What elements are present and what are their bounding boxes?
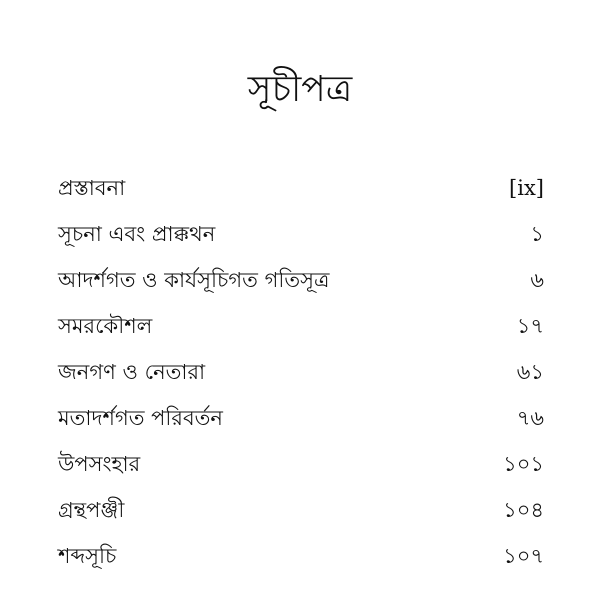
toc-entry-ideological-change	[58, 395, 544, 441]
toc-entry-preface	[58, 165, 544, 211]
toc-entry-page: ১৭	[516, 314, 544, 338]
toc-entry-conclusion	[58, 441, 544, 487]
toc-entry-title: প্রস্তাবনা	[58, 176, 126, 200]
toc-entry-page: ৬১	[516, 360, 544, 384]
page-title: সূচীপত্র	[247, 69, 353, 110]
toc-entry-title: মতাদর্শগত পরিবর্তন	[58, 406, 223, 430]
toc-entry-title: সূচনা এবং প্রাক্কথন	[58, 222, 216, 246]
toc-entry-page: ১০৭	[503, 544, 544, 568]
toc-entry-strategy	[58, 303, 544, 349]
toc-entry-people-and-leaders	[58, 349, 544, 395]
toc-entry-title: উপসংহার	[58, 452, 141, 476]
toc-entry-index	[58, 533, 544, 579]
toc-entry-page: ১০৪	[503, 498, 544, 522]
toc-entry-page: ১০১	[503, 452, 544, 476]
toc-entry-page: ৭৬	[516, 406, 544, 430]
toc-entry-title: শব্দসূচি	[58, 544, 117, 568]
toc-entry-introduction	[58, 211, 544, 257]
toc-entry-page: ১	[530, 222, 544, 246]
toc-entry-page: ৬	[530, 268, 544, 292]
toc-entry-page: [ix]	[509, 176, 544, 200]
table-of-contents	[58, 165, 544, 579]
toc-entry-bibliography	[58, 487, 544, 533]
toc-entry-title: সমরকৌশল	[58, 314, 153, 338]
toc-entry-ideological-dynamics	[58, 257, 544, 303]
toc-entry-title: জনগণ ও নেতারা	[58, 360, 206, 384]
toc-entry-title: গ্রন্থপঞ্জী	[58, 498, 125, 522]
toc-entry-title: আদর্শগত ও কার্যসূচিগত গতিসূত্র	[58, 268, 330, 292]
